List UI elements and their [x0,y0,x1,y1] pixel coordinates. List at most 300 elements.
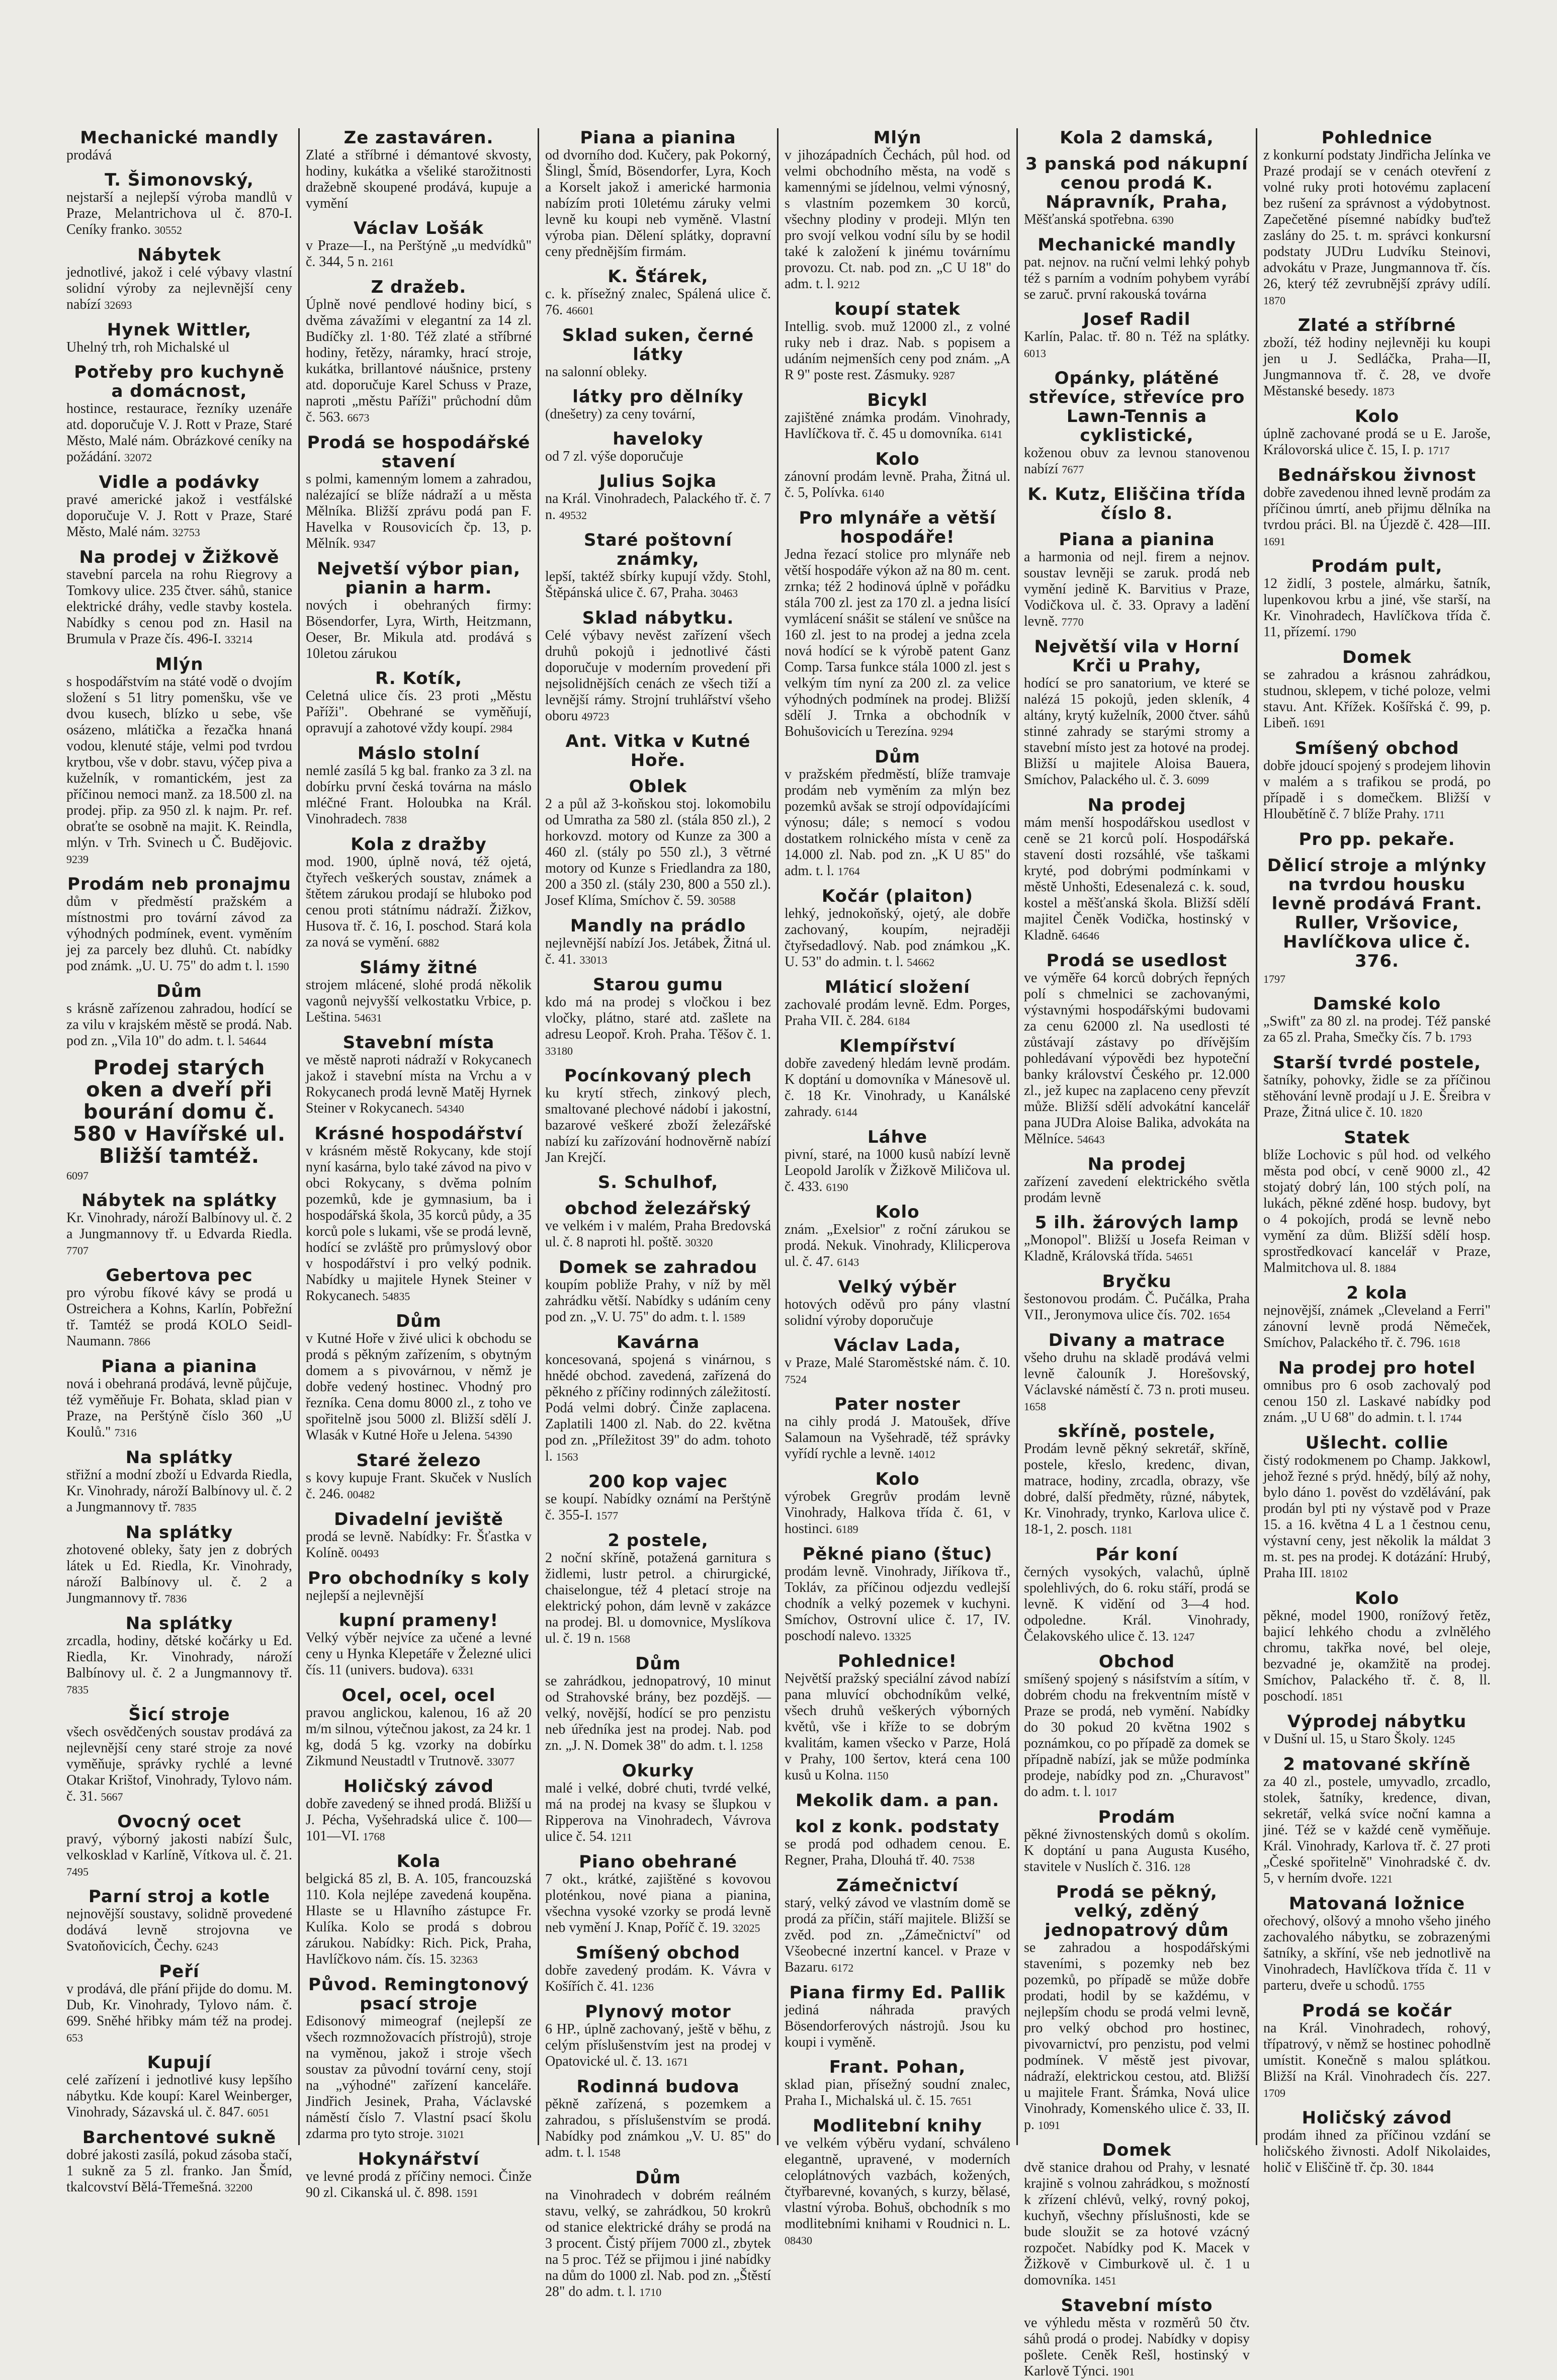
ad-heading: Divany a matrace [1048,1330,1226,1350]
ad-heading: Sklad nábytku. [582,608,734,628]
ad-heading: Na prodej pro hotel [1278,1358,1476,1378]
ad-reference-number: 7707 [66,1244,89,1257]
ad-heading: Hokynářství [358,2149,480,2169]
classified-ad [66,1614,292,1698]
ad-reference-number: 1797 [1263,973,1285,985]
ad-reference-number: 1709 [1263,2087,1285,2099]
ad-reference-number: 6243 [196,1940,218,1953]
ad-heading: Josef Radil [1083,309,1191,329]
ad-reference-number: 14012 [907,1448,935,1461]
ad-body: „Monopol". Bližší u Josefa Reiman v Kladně, Královská třída. [1024,1232,1250,1264]
classified-ad [1024,1155,1250,1206]
classified-ad [306,1852,532,1968]
ad-reference-number: 32025 [732,1922,760,1934]
ad-body: ku krytí střech, zinkový plech, smaltované plechové nádobí i jakostní, bazarové veškeré zboží železářské nabízí ku zařízování hodnověrně nabízí Jan Krejčí. [545,1085,771,1165]
classified-ad [306,433,532,552]
ad-reference-number: 30552 [154,224,182,236]
classified-ad [785,1470,1010,1538]
ad-column-5 [1018,128,1257,2379]
ad-heading: Na prodej [1087,1154,1186,1174]
ad-reference-number: 64646 [1071,929,1099,942]
ad-heading: 2 postele, [608,1531,709,1551]
ad-heading: Piana firmy Ed. Pallik [789,1983,1006,2003]
classified-ad [545,2168,771,2301]
classified-ad [306,128,532,212]
ad-reference-number: 7651 [949,2095,972,2107]
ad-body: malé i velké, dobré chuti, tvrdé velké, má na prodej na kvasy se šlupkou v Ripperova na Vinohradech, Vávrova ulice č. 54. [545,1780,771,1844]
classified-ad [785,2116,1010,2249]
ad-body: na salonní obleky. [545,364,647,380]
ad-body: ve výhledu města v rozměrů 50 čtv. sáhů prodá o prodej. Nabídky v dopisy pošlete. Ceněk Rešl, hostinský v Karlově Týnci. [1024,2315,1250,2379]
classified-ad [66,171,292,238]
ad-body: v jihozápadních Čechách, půl hod. od velmi obchodního města, na vodě s kamennými se jídelnou, velmi výnosný, s vlastním pozemkem 30 korců, všechny plodiny v prodeji. Mlýn ten pro svojí velkou vodní sílu by se hodil také k založení k jinému továrnímu provozu. Ct. nab. pod zn. „C U 18" do adm. t. l. [785,147,1010,292]
ad-body: všech osvědčených soustav prodává za nejlevnější ceny staré stroje za nové vyměňuje, správky rychlé a levné Otakar Krištof, Vinohrady, Tylovo nám. č. 31. [66,1724,292,1804]
ad-heading: Mandly na prádlo [570,916,746,936]
ad-reference-number: 30320 [685,1236,713,1249]
ad-heading: Pro obchodníky s koly [307,1568,530,1588]
ad-heading: Damské kolo [1313,994,1441,1014]
ad-reference-number: 1568 [608,1633,631,1645]
ad-body: ořechový, olšový a mnoho všeho jiného zachovalého nábytku, se zobrazenými šatníky, a skříní, vše neb jednotlivě na Vinohradech, Havlíčkova třída č. 11 v parteru, dveře u schodů. [1263,1913,1491,1993]
classified-ad [785,1278,1010,1329]
ad-body: dobře zavedenou ihned levně prodám za příčinou úmrtí, aneb přijmu dělníka na tvrdou práci. Bl. na Újezdě č. 428—III. [1263,485,1491,533]
classified-ad [66,363,292,466]
ad-body: na Král. Vinohradech, rohový, třípatrový, v němž se hostinec pohodlně umístit. Konečně s malou splátkou. Bližší na Král. Vinohradech čís. 227. [1263,2020,1491,2084]
ad-reference-number: 54631 [354,1011,382,1024]
ad-reference-number: 1654 [1208,1309,1231,1322]
classified-ad [66,1266,292,1350]
classified-ad [306,559,532,662]
ad-heading: Kolo [1354,406,1400,427]
ad-heading: Dům [156,981,202,1001]
classified-ad [1024,154,1250,228]
ad-body: 2 a půl až 3-koňskou stoj. lokomobilu od Umratha za 580 zl. (stála 850 zl.), 2 horkovzd. motory od Kunze za 300 a 460 zl. (stály po 550 zl.), 3 větrné motory od Kunze s Friedlandra za 180, 200 a 350 zl. (stály 230, 800 a 550 zl.). Josef Klíma, Smíchov č. 59. [545,796,771,908]
ad-reference-number: 7835 [66,1683,89,1696]
classified-ad [1263,739,1491,823]
ad-reference-number: 6099 [1187,774,1209,787]
ad-heading: skříně, postele, [1058,1421,1216,1441]
ad-body: pivní, staré, na 1000 kusů nabízí levně Leopold Jarolík v Žižkově Miličova ul. č. 433. [785,1147,1010,1195]
classified-ad [1024,485,1250,523]
classified-ad [1263,1755,1491,1887]
ad-body: a harmonia od nejl. firem a nejnov. soustav levněji se zaruk. prodá neb vymění jedině K. Barvitius v Praze, Vodičkova ul. č. 33. Opravy a ladění levně. [1024,549,1250,629]
ad-body: ve velkém i v malém, Praha Bredovská ul. č. 8 naproti hl. poště. [545,1218,771,1250]
ad-heading: Gebertova pec [106,1265,253,1286]
ad-heading: Klempířství [839,1036,956,1056]
ad-reference-number: 1017 [1094,1786,1117,1799]
ad-body: se zahradou a krásnou zahrádkou, studnou, sklepem, v tiché poloze, velmi stavu. Ant. Křížek. Košířská č. 99, p. Libeň. [1263,667,1491,731]
ad-heading: Piana a pianina [101,1356,257,1377]
ad-heading: Na prodej [1087,795,1186,815]
classified-ad [1263,1053,1491,1121]
ad-reference-number: 30463 [710,587,738,600]
ad-reference-number: 32693 [104,299,132,311]
ad-body: zboží, též hodiny nejlevněji ku koupi jen u J. Sedláčka, Praha—II, Jungmannova tř. č. 28, ve dvoře Městanské besedy. [1263,335,1491,399]
classified-ad [545,326,771,380]
ad-heading: Piana a pianina [580,128,736,148]
ad-reference-number: 1671 [666,2056,688,2068]
ad-reference-number: 32753 [172,526,200,539]
ad-heading: Láhve [867,1127,928,1147]
ad-body: „Swift" za 80 zl. na prodej. Též panské za 65 zl. Praha, Smečky čís. 7 b. [1263,1013,1491,1045]
ad-heading: Pocínkovaný plech [564,1066,752,1086]
ad-body: se zahrádkou, jednopatrový, 10 minut od Strahovské brány, bez pozdějš. — velký, novější, hodící se pro penzistu neb úředníka jest na prodej. Nab. pod zn. „J. N. Domek 38" do adm. t. l. [545,1673,771,1753]
ad-reference-number: 54643 [1077,1133,1105,1146]
ad-reference-number: 6673 [347,411,370,424]
classified-ad [1024,796,1250,944]
ad-body: zánovní prodám levně. Praha, Žitná ul. č. 5, Polívka. [785,469,1010,500]
ad-reference-number: 1091 [1038,2119,1060,2132]
ad-reference-number: 00482 [347,1488,375,1501]
ad-body: zhotovené obleky, šaty jen z dobrých látek u Ed. Riedla, Kr. Vinohrady, nároží Balbínovy ul. č. 2 a Jungmannovy tř. [66,1542,292,1606]
classified-ad [545,267,771,319]
classified-ad [785,1336,1010,1388]
ad-body: lepší, taktéž sbírky kupují vždy. Stohl, Štěpánská ulice č. 67, Praha. [545,569,771,601]
ad-reference-number: 00493 [351,1547,379,1560]
ad-reference-number: 6051 [247,2106,270,2119]
ad-heading: Plynový motor [585,2002,731,2022]
ad-reference-number: 7677 [1062,463,1084,476]
classified-ad [1024,637,1250,789]
classified-ad [785,1817,1010,1869]
ad-reference-number: 1589 [723,1311,745,1324]
ad-heading: 2 matované skříně [1283,1754,1471,1774]
classified-ad [545,1199,771,1251]
ad-heading: koupí statek [834,299,961,319]
ad-heading: Mechanické mandly [80,128,279,148]
ad-heading: T. Šimonovský, [105,170,254,190]
classified-ad [785,1652,1010,1784]
ad-body: 6 HP., úplně zachovaný, ještě v běhu, z celým příslušenstvím jest na prodej v Opatovické ul. č. 13. [545,2021,771,2069]
ad-body: dobře zavedený se ihned prodá. Bližší u J. Pécha, Vyšehradská ulice č. 100—101—VI. [306,1796,532,1844]
ad-heading: Dům [635,2168,681,2188]
classified-ad [1263,648,1491,732]
classified-ad [306,835,532,951]
ad-heading: Piana a pianina [1059,530,1215,550]
ad-reference-number: 1884 [1374,1262,1397,1274]
ad-heading: Stavební místo [1061,2296,1213,2316]
ad-body: mod. 1900, úplně nová, též ojetá, čtyřech veškerých soustav, známek a štětem zárukou prodají se hluboko pod cenou proti státnímu nádraží. Žižkov, Husova tř. č. 16, I. poschod. Stará kola za nová se vymění. [306,854,532,950]
classified-ad [545,531,771,602]
ad-heading: Nábytek [137,245,221,265]
ad-heading: Prodá se pěkný, velký, zděný jednopatrový dům [1045,1882,1229,1940]
ad-reference-number: 54835 [382,1290,410,1303]
ad-body: šestonovou prodám. Č. Pučálka, Praha VII., Jeronymova ulice čís. 702. [1024,1291,1250,1323]
ad-heading: Staré železo [356,1451,481,1471]
ad-reference-number: 1236 [631,1981,654,1993]
ad-heading: Peří [159,1962,200,1982]
ad-body: (dnešetry) za ceny tovární, [545,406,696,422]
ad-heading: Hynek Wittler, [107,320,252,340]
ad-body: na Král. Vinohradech, Palackého tř. č. 7 n. [545,491,771,523]
ad-heading: Ocel, ocel, ocel [341,1685,496,1706]
ad-heading: Matovaná ložnice [1288,1894,1465,1914]
ad-heading: Smíšený obchod [576,1943,740,1963]
ad-reference-number: 54662 [907,956,935,969]
ad-heading: Prodá se hospodářské stavení [307,433,531,472]
ad-body: pravý, výborný jakosti nabízí Šulc, velkosklad v Karlíně, Vítkova ul. č. 21. [66,1831,292,1863]
ad-column-1 [60,128,300,2195]
ad-body: zachovalé prodám levně. Edm. Porges, Praha VII. č. 284. [785,997,1010,1029]
ad-body: strojem mlácené, slohé prodá několik vagonů nejvyšší velkostatku Vrbice, p. Leština. [306,977,532,1025]
ad-body: prodám ihned za příčinou vzdání se holičského živnosti. Adolf Nikolaides, holič v Eliščině tř. čp. 30. [1263,2128,1491,2175]
classified-ad [785,300,1010,384]
ad-body: jednotlivé, jakož i celé výbavy vlastní solidní výroby za nejlevnější ceny nabízí [66,265,292,312]
ad-reference-number: 1764 [837,865,860,878]
ad-heading: Stavební místa [342,1033,495,1053]
ad-heading: Prodá se kočár [1302,2001,1452,2021]
ad-heading: Domek [1342,647,1412,667]
classified-ad [306,219,532,271]
ad-reference-number: 1691 [1263,535,1285,548]
ad-body: Zlaté a stříbrné i démantové skvosty, hodiny, kukátka a všeliké starožitnosti dražebně skoupené prodává, kupuje a vymění [306,147,532,211]
ad-heading: Pár koní [1095,1545,1178,1565]
ad-body: od 7 zl. výše doporučuje [545,449,683,464]
ad-reference-number: 6141 [980,428,1003,441]
ad-reference-number: 33077 [487,1755,515,1768]
ad-body: v Kutné Hoře v živé ulici k obchodu se prodá s pěkným zařízením, s obytným domem a s pivovárnou, v němž je dobře vedený hostinec. Vhodný pro řezníka. Cena domu 8000 zl., z toho ve spořitelně jsou 5000 zl. Bližší sdělí J. Wlasák v Kutné Hoře u Jelena. [306,1331,532,1443]
classified-ad [306,1033,532,1117]
ad-body: zařízení zavedení elektrického světla prodám levně [1024,1174,1250,1206]
ad-heading: Opánky, plátěné střevíce, střevíce pro Lawn-Tennis a cyklistické, [1028,368,1245,446]
classified-ad [1024,1422,1250,1538]
ad-heading: Václav Lošák [354,218,484,238]
ad-reference-number: 33214 [224,633,252,646]
classified-ad [306,1569,532,1604]
ad-heading: Dům [875,747,920,767]
ad-column-6 [1257,128,1497,2175]
ad-body: na Vinohradech v dobrém reálném stavu, velký, se zahrádkou, 50 krokrů od stanice elektrické dráhy se prodá na 3 procent. Čistý příjem 7000 zl., zbytek na 5 proc. Též se přijmou i jiné nabídky na dům do 1000 zl. Nab. pod zn. „Štěstí 28" do adm. t. l. [545,2187,771,2300]
ad-reference-number: 08430 [785,2234,812,2247]
ad-reference-number: 1691 [1303,717,1326,730]
ad-reference-number: 33013 [579,954,608,966]
ad-reference-number: 6331 [452,1664,474,1677]
classified-ad [306,1312,532,1444]
ad-reference-number: 9212 [837,278,860,291]
classified-ad [66,1962,292,2046]
ad-reference-number: 1793 [1449,1032,1472,1044]
ad-heading: Pater noster [834,1394,961,1414]
ad-reference-number: 7836 [164,1592,187,1605]
ad-body: Úplně nové pendlové hodiny bicí, s dvěma závažími v elegantní za 14 zl. Budíčky zl. 1·80. Též zlaté a stříbrné hodiny, řetězy, náramky, hrací stroje, kukátka, brillantové náušnice, prsteny atd. doporučuje Karel Schuss v Praze, naproti „městu Paříži" průchodní dům č. 563. [306,297,532,425]
ad-heading: Kolo [1354,1588,1400,1608]
classified-ad [1263,856,1491,987]
ad-reference-number: 1710 [639,2286,662,2299]
classified-ad [785,1983,1010,2051]
ad-heading: Prodám pult, [1311,556,1443,576]
ad-heading: Bednářskou živnost [1277,465,1477,485]
ad-body: pat. nejnov. na ruční velmi lehký pohyb též s parním a vodním pohybem vyrábí se zaruč. první rakouská továrna [1024,254,1250,302]
classified-ad [785,508,1010,740]
ad-body: jediná náhrada pravých Bösendorferových nástrojů. Jsou ku koupi i vyměně. [785,2002,1010,2050]
classified-ad [1024,2141,1250,2289]
ad-heading: Prodám [1098,1807,1176,1827]
ad-reference-number: 6144 [835,1106,857,1119]
ad-reference-number: 1548 [598,2147,621,2159]
ad-body: Karlín, Palac. tř. 80 n. Též na splátky. [1024,329,1250,345]
ad-body: nových i obehraných firmy: Bösendorfer, Lyra, Wirth, Heitzmann, Oeser, Br. Mikula atd. prodává s 10letou zárukou [306,598,532,661]
classified-ad [1024,530,1250,630]
classified-ad [1263,1712,1491,1748]
ad-reference-number: 6172 [831,1962,854,1974]
ad-reference-number: 5667 [101,1791,123,1803]
classified-ad [1024,2296,1250,2380]
ad-reference-number: 7838 [384,813,407,826]
ad-reference-number: 9347 [353,538,376,550]
classified-ad [785,1203,1010,1270]
ad-heading: Vidle a podávky [99,472,260,492]
ad-reference-number: 18102 [1320,1567,1348,1580]
ad-reference-number: 9239 [66,853,89,866]
ad-reference-number: 1563 [556,1451,578,1463]
ad-heading: Oblek [629,777,687,797]
ad-heading: Pohlednice [1321,128,1433,148]
ad-heading: Kolo [875,1469,920,1489]
ad-body: s polmi, kamenným lomem a zahradou, nalézající se blíže nádraží a u města Mělníka. Bližší zprávu podá pan F. Havelka v Rousovicích čp. 13, p. Mělník. [306,471,532,551]
classified-ad [306,1777,532,1845]
classified-ad [306,1124,532,1305]
ad-body: nemlé zasílá 5 kg bal. franko za 3 zl. na dobírku první česká továrna na máslo mléčné Frant. Holoubka na Král. Vinohradech. [306,763,532,827]
ad-heading: Ušlecht. collie [1305,1433,1449,1453]
ad-reference-number: 1901 [1112,2365,1135,2378]
ad-reference-number: 6189 [836,1523,858,1536]
ad-body: s hospodářstvím na státé vodě o dvojím složení s 51 litry pomenšku, vše ve dvou kusech, blízko u sebe, vše osázeno, mlátička a řezačka hnaná vodou, klenuté stáje, velmi pod tvrdou krytbou, vše v dobr. stavu, výčep piva a kuželník, v romantickém, jest za příčinou nemoci manž. za 18.500 zl. na prodej. přip. za 950 zl. k najm. Pr. ref. obraťte se osobně na majit. K. Reindla, mlýn. v Trh. Svinech u Č. Budějovic. [66,674,292,851]
ad-reference-number: 9287 [933,369,956,382]
ad-body: prodá se levně. Nabídky: Fr. Šťastka v Kolíně. [306,1529,532,1561]
ad-reference-number: 6013 [1024,347,1046,360]
classified-ad [545,777,771,909]
classified-ad [306,1510,532,1562]
ad-body: pro výrobu fíkové kávy se prodá u Ostreichera a Kohns, Karlín, Pobřežní tř. Tamtéž se prodá KOLO Seidl-Naumann. [66,1285,292,1349]
ad-body: Celé výbavy nevěst zařízení všech druhů pokojů i jednotlivé části doporučuje v moderním provedení při nejsolidnějších cenách ze všech tiží a levnější rámy. Strojní truhlářství všeho oboru [545,628,771,724]
ad-body: nová i obehraná prodává, levně půjčuje, též vyměňuje Fr. Bohata, sklad pian v Praze, na Perštýně číslo 360 „U Koulů." [66,1376,292,1440]
ad-body: belgická 85 zl, B. A. 105, francouzská 110. Kola nejlépe zavedená koupěna. Hlaste se u Hlavního zástupce Fr. Kulíka. Kolo se prodá s dobrou zárukou. Nabídky: Rich. Pick, Praha, Havlíčkovo nám. čís. 15. [306,1871,532,1967]
ad-body: Intellig. svob. muž 12000 zl., z volné ruky neb i draz. Nab. s popisem a udáním nejmenších ceny pod znám. „A R 9" poste rest. Zásmuky. [785,319,1010,383]
ad-reference-number: 1150 [867,1769,889,1782]
ad-reference-number: 6143 [837,1256,859,1268]
ad-reference-number: 2161 [372,256,394,269]
classified-ad [1263,1433,1491,1582]
ad-heading: 5 ilh. žárových lamp [1034,1213,1239,1233]
classified-ad [545,2002,771,2070]
ad-heading: Mlýn [873,128,922,148]
ad-heading: Mechanické mandly [1037,235,1236,255]
ad-reference-number: 6097 [66,1169,89,1182]
ad-reference-number: 6140 [862,487,884,499]
ad-body: nejnovější, známek „Cleveland a Ferri" zánovní levně prodá Němeček, Smíchov, Palackého tř. č. 796. [1263,1303,1491,1350]
classified-ad [545,1333,771,1465]
ad-body: výrobek Gregrův prodám levně Vinohrady, Halkova třída č. 61, v hostinci. [785,1489,1010,1537]
classified-ad [545,472,771,524]
ad-heading: Nejvetší výbor pian, pianin a harm. [316,559,521,598]
ad-body: černých vysokých, valachů, úplně spolehlivých, do 6. roku stáří, prodá se levně. K vidění od 3—4 hod. odpoledne. Král. Vinohrady, Čelakovského ulice č. 13. [1024,1564,1250,1644]
ad-body: kdo má na prodej s vločkou i bez vločky, plátno, staré atd. zašlete na adresu Leopoř. Kroh. Praha. Těšov č. 1. [545,994,771,1042]
ad-body: ve velkém výběru vydaní, schváleno elegantně, upravené, v moderních celoplátnových vazbách, kožených, čtyřbarevné, kovaných, s kurzy, bělasé, vlastní výroba. Bohuš, obchodník s mo modlitebními knihami v Roudnici n. L. [785,2136,1010,2232]
classified-ad [66,875,292,975]
ad-heading: Dům [635,1654,681,1674]
ad-body: na cihly prodá J. Matoušek, dříve Salamoun na Vyšehradě, též správky vyřídí rychle a levně. [785,1414,1010,1462]
classified-ad [545,609,771,725]
ad-heading: obchod železářský [565,1199,751,1219]
ad-heading: Piano obehrané [579,1852,737,1872]
classified-ad [545,430,771,465]
ad-heading: Na splátky [125,1613,233,1634]
ad-heading: kupní prameny! [338,1610,499,1631]
classified-ad [1263,128,1491,309]
classified-ad [66,320,292,356]
classified-ad [66,1357,292,1441]
ad-body: v krásném městě Rokycany, kde stojí nyní kasárna, bylo také závod na pivo v obci Rokycany, s dvěma polním pozemků, kde je gymnasium, ba i hospodářská škola, 35 korců půdy, a 35 korců pole s lukami, vše se prodá levně, hodící se zvláště pro průmyslový obor v hospodářství i pro velký podnik. Nabídky u majitele Hynek Steiner v Rokycanech. [306,1143,532,1304]
classified-ad [66,1448,292,1516]
ad-body: úplně zachované prodá se u E. Jaroše, Královorská ulice č. 15, I. p. [1263,426,1491,458]
ad-body: nejlevnější nabízí Jos. Jetábek, Žitná ul. č. 41. [545,936,771,967]
ad-body: Celetná ulice čís. 23 proti „Městu Paříži". Obehrané se vyměňují, opravují a zahotové vždy koupí. [306,688,532,736]
classified-ad [545,128,771,260]
ad-heading: Starší tvrdé postele, [1272,1053,1482,1073]
classified-ad [1263,316,1491,400]
classified-ad [545,1173,771,1192]
classified-ad [545,732,771,770]
classified-ad [785,747,1010,880]
ad-reference-number: 9294 [931,726,954,738]
ad-heading: Dělicí stroje a mlýnky na tvrdou housku levně prodává Frant. Ruller, Vršovice, Havlíčkova ulice č. 376. [1267,856,1487,971]
ad-heading: Prodá se usedlost [1046,951,1228,971]
ad-reference-number: 7495 [66,1865,89,1878]
classified-ad [1024,1808,1250,1876]
classified-ad [306,669,532,737]
ad-reference-number: 30588 [708,895,736,907]
classified-ad [1263,1358,1491,1426]
ad-reference-number: 54644 [238,1035,267,1048]
ad-heading: Rodinná budova [576,2077,740,2097]
classified-ad [66,1705,292,1805]
ad-body: dům v předměstí pražském a místnostmi pro tovární závod za výhodných podmínek, event. vyměním jej za parcely bez dluhů. Ct. nabídky pod známk. „U. U. 75" do adm t. l. [66,894,292,974]
ad-body: všeho druhu na skladě prodává velmi levně čalouník J. Horešovský, Václavské náměstí č. 73 n. proti museu. [1024,1350,1250,1398]
ad-reference-number: 13325 [883,1630,911,1643]
ad-body: c. k. přísežný znalec, Spálená ulice č. 76. [545,286,771,318]
ad-heading: Šicí stroje [128,1705,230,1725]
ad-reference-number: 2984 [490,722,513,735]
ad-heading: Kolo [875,449,920,469]
ad-heading: Pěkné piano (štuc) [802,1544,993,1564]
ad-reference-number: 7770 [1061,616,1084,628]
ad-heading: Staré poštovní známky, [584,530,732,569]
classified-ad [1263,1589,1491,1705]
ad-reference-number: 1245 [1433,1733,1455,1746]
ad-reference-number: 6190 [826,1181,848,1194]
ad-body: omnibus pro 6 osob zachovalý pod cenou 150 zl. Laskavé nabídky pod znám. „U U 68" do admin. t. l. [1263,1378,1491,1425]
ad-body: šatníky, pohovky, židle se za příčinou stěhování levně prodají u J. E. Šreibra v Praze, Žitná ulice č. 10. [1263,1072,1491,1120]
classified-ad [1024,128,1250,147]
ad-heading: Výprodej nábytku [1287,1712,1467,1732]
ad-reference-number: 1717 [1427,444,1450,457]
ad-body: s kovy kupuje Frant. Skuček v Nuslích č. 246. [306,1470,532,1502]
ad-heading: Nábytek na splátky [81,1191,277,1211]
ad-heading: Smíšený obchod [1294,738,1459,758]
ad-reference-number: 6882 [417,937,440,949]
ad-heading: Velký výběr [838,1277,957,1297]
ad-body: celé zařízení i jednotlivé kusy lepšího nábytku. Kde koupí: Karel Weinberger, Vinohrady, Sázavská ul. č. 847. [66,2072,292,2120]
ad-body: znám. „Exelsior" z roční zárukou se prodá. Nekuk. Vinohrady, Klilicperova ul. č. 47. [785,1222,1010,1269]
ad-body: v Dušní ul. 15, u Staro Školy. [1263,1731,1430,1747]
ad-body: dvě stanice drahou od Prahy, v lesnaté krajině s volnou zahrádkou, s možností k zřízení chlévů, velký, rovný pokoj, kuchyň, všechny příslušnosti, kde se bude sloužit se za hotové vzácný rozpočet. Nabídky pod K. Macek v Žižkově v Cimburkově ul. č. 1 u domovníka. [1024,2160,1250,2288]
classified-ad [1263,1128,1491,1277]
ad-heading: Kavárna [616,1332,700,1352]
ad-reference-number: 1820 [1400,1107,1423,1119]
classified-ad [1024,1652,1250,1801]
ad-heading: Domek se zahradou [558,1257,758,1278]
ad-reference-number: 1755 [1402,1980,1425,1992]
